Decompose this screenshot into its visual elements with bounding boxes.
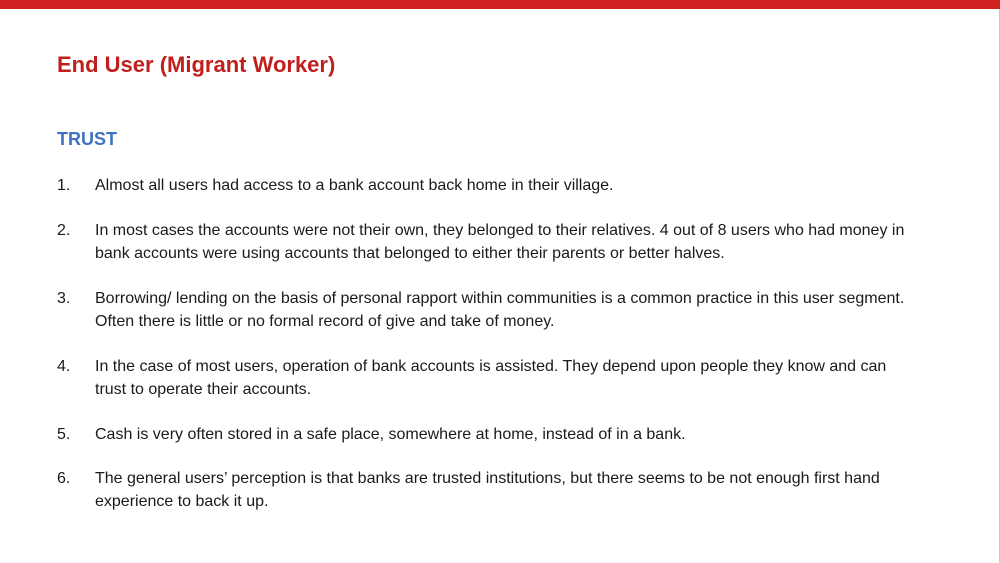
item-text: Almost all users had access to a bank account back home in their village. — [95, 177, 614, 194]
item-number: 5. — [57, 426, 71, 443]
item-text: The general users’ perception is that banks are trusted institutions, but there seems to be not enough first hand experience to back it up. — [95, 470, 880, 510]
slide-title: End User (Migrant Worker) — [57, 52, 336, 77]
section-heading: TRUST — [57, 129, 117, 149]
item-number: 3. — [57, 290, 71, 307]
item-number: 1. — [57, 177, 71, 194]
item-number: 2. — [57, 222, 71, 239]
item-text: Borrowing/ lending on the basis of personal rapport within communities is a common practice in this user segment. Often there is little or no formal record of give and take of money. — [95, 290, 905, 330]
item-text: In the case of most users, operation of bank accounts is assisted. They depend upon people they know and can trust to operate their accounts. — [95, 358, 887, 398]
item-text: Cash is very often stored in a safe place, somewhere at home, instead of in a bank. — [95, 426, 686, 443]
item-number: 4. — [57, 358, 71, 375]
top-accent-bar — [0, 0, 1000, 9]
item-text: In most cases the accounts were not their own, they belonged to their relatives. 4 out of 8 users who had money in bank accounts were using accounts that belonged to either their parents or better halves. — [95, 222, 905, 262]
item-number: 6. — [57, 470, 71, 487]
